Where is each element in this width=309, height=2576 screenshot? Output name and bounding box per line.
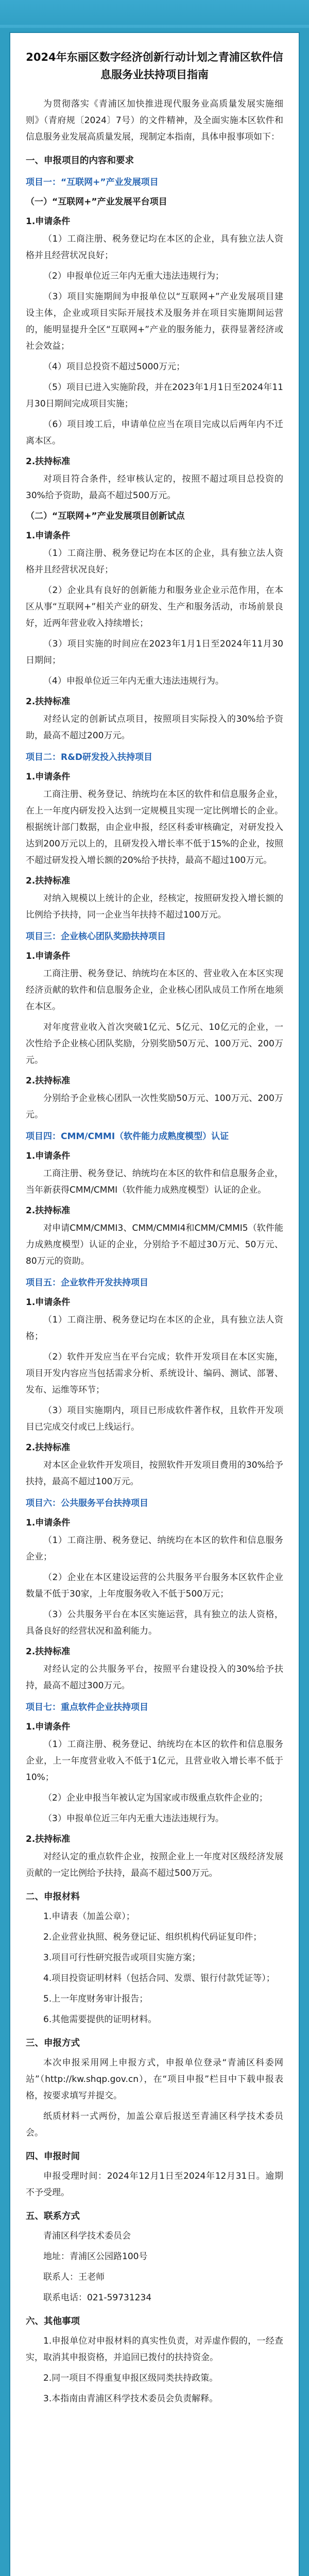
list-item: 对经认定的重点软件企业，按照企业上一年度对区级经济发展贡献的一定比例给予扶持，最高不超过500万元。 (26, 1852, 283, 1878)
list-item: （4）项目总投资不超过5000万元； (43, 362, 185, 372)
list-item: （5）项目已进入实施阶段，并在2023年1月1日至2024年11月30日期间完成项目实施； (26, 382, 283, 409)
list-item: （3）公共服务平台在本区实施运营，具有独立的法人资格，具备良好的经营状况和盈利能力。 (26, 1609, 283, 1636)
list-item: 申报受理时间：2024年12月1日至2024年12月31日。逾期不予受理。 (26, 2171, 283, 2198)
standard-heading: 2.扶持标准 (26, 1076, 71, 1086)
subproject-heading: （一）“互联网+”产业发展平台项目 (26, 197, 167, 207)
conditions-heading: 1.申请条件 (26, 216, 71, 227)
project-heading: 项目五：企业软件开发扶持项目 (26, 1278, 148, 1288)
list-item: 联系电话：021-59731234 (43, 2293, 152, 2303)
list-item: 5.上一年度财务审计报告； (43, 1994, 148, 2004)
list-item: （4）申报单位近三年内无重大违法违规行为。 (43, 676, 224, 686)
list-item: 对申请CMM/CMMI3、CMM/CMMI4和CMM/CMMI5（软件能力成熟度模型）认证的企业，分别给予不超过30万元、50万元、80万元的资助。 (26, 1223, 283, 1266)
standard-heading: 2.扶持标准 (26, 456, 71, 467)
list-item: 对本区企业软件开发项目，按照软件开发项目费用的30%给予扶持，最高不超过100万元。 (26, 1460, 283, 1487)
list-item: 地址：青浦区公园路100号 (43, 2251, 148, 2262)
standard-heading: 2.扶持标准 (26, 1834, 71, 1844)
conditions-heading: 1.申请条件 (26, 772, 71, 782)
list-item: 纸质材料一式两份，加盖公章后报送至青浦区科学技术委员会。 (26, 2111, 283, 2138)
list-item: （6）项目竣工后，申请单位应当在项目完成以后两年内不迁离本区。 (26, 419, 283, 446)
list-item: 工商注册、税务登记、纳统均在本区的、营业收入在本区实现经济贡献的软件和信息服务企业，企业核心团队成员工作所在地须在本区。 (26, 969, 283, 1012)
section-heading: 四、申报时间 (26, 2151, 80, 2162)
conditions-heading: 1.申请条件 (26, 1151, 71, 1161)
project-heading: 项目一：“互联网+”产业发展项目 (26, 177, 159, 188)
list-item: 联系人：王老师 (43, 2272, 105, 2282)
document-title: 2024年东丽区数字经济创新行动计划之青浦区软件信息服务业扶持项目指南 (26, 51, 283, 81)
list-item: （3）申报单位近三年内无重大违法违规行为。 (43, 1814, 224, 1824)
list-item: 对经认定的公共服务平台，按照平台建设投入的30%给予扶持，最高不超过300万元。 (26, 1664, 283, 1691)
list-item: 对经认定的创新试点项目，按照项目实际投入的30%给予资助，最高不超过200万元。 (26, 714, 283, 741)
list-item: 2.同一项目不得重复申报区级同类扶持政策。 (43, 2373, 218, 2383)
section-heading: 五、联系方式 (26, 2211, 80, 2222)
list-item: 工商注册、税务登记、纳统均在本区的软件和信息服务企业，在上一年度内研发投入达到一定规模且实现一定比例增长的企业。根据统计部门数据，由企业申报，经区科委审核确定，对研发投入达到200万元以上的，且研发投入增长率不低于15%的企业，按照不超过研发投入增长额的20%给予扶持，最高不超过100万元。 (26, 789, 283, 866)
list-item: （3）项目实施期间为申报单位以“互联网+”产业发展项目建设主体，企业或项目实际开展技术及服务并在项目实施期间运营的，能明显提升全区“互联网+”产业的服务能力，获得显著经济或社会效益； (26, 292, 283, 351)
document-card (9, 32, 300, 2576)
project-heading: 项目四：CMM/CMMI（软件能力成熟度模型）认证 (26, 1131, 229, 1142)
conditions-heading: 1.申请条件 (26, 531, 71, 541)
project-heading: 项目六：公共服务平台扶持项目 (26, 1498, 148, 1509)
list-item: （1）工商注册、税务登记均在本区的企业，具有独立法人资格并且经营状况良好； (26, 234, 283, 261)
list-item: （1）工商注册、税务登记均在本区的企业，具有独立法人资格并且经营状况良好； (26, 548, 283, 575)
list-item: （2）企业在本区建设运营的公共服务平台服务本区软件企业数量不低于30家，上年度服务收入不低于500万元； (26, 1572, 283, 1599)
section-heading: 六、其他事项 (26, 2316, 80, 2327)
standard-heading: 2.扶持标准 (26, 1443, 71, 1453)
conditions-heading: 1.申请条件 (26, 1518, 71, 1528)
list-item: 2.企业营业执照、税务登记证、组织机构代码证复印件； (43, 1932, 262, 1942)
list-item: 6.其他需要提供的证明材料。 (43, 2014, 157, 2025)
list-item: 对项目符合条件，经审核认定的，按照不超过项目总投资的30%给予资助，最高不超过500万元。 (26, 474, 283, 501)
list-item: （3）项目实施的时间应在2023年1月1日至2024年11月30日期间； (26, 639, 283, 666)
list-item: 本次申报采用网上申报方式，申报单位登录“青浦区科委网站”（http://kw.shqp.gov.cn），在“项目申报”栏目中下载申报表格，按要求填写并提交。 (26, 2058, 283, 2101)
header-stripe (0, 25, 309, 28)
list-item: （1）工商注册、税务登记均在本区的企业，具有独立法人资格； (26, 1315, 283, 1342)
section-heading: 一、申报项目的内容和要求 (26, 156, 134, 166)
list-item: （2）企业具有良好的创新能力和服务业企业示范作用，在本区从事“互联网+”相关产业的研发、生产和服务活动，市场前景良好，近两年营业收入持续增长； (26, 585, 283, 629)
project-heading: 项目二：R&D研发投入扶持项目 (26, 752, 153, 762)
list-item: 分别给予企业核心团队一次性奖励50万元、100万元、200万元。 (26, 1093, 283, 1120)
project-heading: 项目七：重点软件企业扶持项目 (26, 1702, 148, 1713)
intro-paragraph: 为贯彻落实《青浦区加快推进现代服务业高质量发展实施细则》（青府规〔2024〕7号）的文件精神，及全面实施本区软件和信息服务业发展高质量发展，现制定本指南，具体申报事项如下： (26, 99, 283, 142)
list-item: 青浦区科学技术委员会 (43, 2231, 131, 2241)
list-item: （2）软件开发应当在平台完成；软件开发项目在本区实施，项目开发内容应当包括需求分析、系统设计、编码、测试、部署、发布、运维等环节； (26, 1352, 283, 1395)
standard-heading: 2.扶持标准 (26, 1206, 71, 1216)
list-item: 1.申报单位对申报材料的真实性负责，对弄虚作假的，一经查实，取消其申报资格，并追回已拨付的扶持资金。 (26, 2336, 283, 2363)
list-item: 3.本指南由青浦区科学技术委员会负责解释。 (43, 2394, 218, 2404)
standard-heading: 2.扶持标准 (26, 697, 71, 707)
list-item: 对纳入规模以上统计的企业，经核定，按照研发投入增长额的比例给予扶持，同一企业当年扶持不超过100万元。 (26, 893, 283, 920)
conditions-heading: 1.申请条件 (26, 1297, 71, 1308)
standard-heading: 2.扶持标准 (26, 876, 71, 886)
list-item: （2）申报单位近三年内无重大违法违规行为； (43, 271, 224, 281)
list-item: （2）企业申报当年被认定为国家或市级重点软件企业的； (43, 1793, 268, 1803)
section-heading: 二、申报材料 (26, 1892, 80, 1902)
list-item: 1.申请表（加盖公章）； (43, 1911, 135, 1922)
list-item: 对年度营业收入首次突破1亿元、5亿元、10亿元的企业，一次性给予企业核心团队奖励，分别奖励50万元、100万元、200万元。 (26, 1022, 283, 1065)
conditions-heading: 1.申请条件 (26, 1722, 71, 1732)
list-item: （1）工商注册、税务登记、纳统均在本区的软件和信息服务企业； (26, 1535, 283, 1562)
list-item: （3）项目实施期内，项目已形成软件著作权，且软件开发项目已完成交付或已上线运行。 (26, 1405, 283, 1432)
section-heading: 三、申报方式 (26, 2038, 80, 2048)
conditions-heading: 1.申请条件 (26, 951, 71, 961)
list-item: 3.项目可行性研究报告或项目实施方案； (43, 1953, 201, 1963)
subproject-heading: （二）“互联网+”产业发展项目创新试点 (26, 511, 185, 521)
list-item: 4.项目投资证明材料（包括合同、发票、银行付款凭证等）； (43, 1973, 275, 1984)
project-heading: 项目三：企业核心团队奖励扶持项目 (26, 931, 166, 942)
list-item: （1）工商注册、税务登记、纳统均在本区的软件和信息服务企业，上一年度营业收入不低于1亿元，且营业收入增长率不低于10%； (26, 1739, 283, 1783)
standard-heading: 2.扶持标准 (26, 1647, 71, 1657)
list-item: 工商注册、税务登记、纳统均在本区的软件和信息服务企业，当年新获得CMM/CMMI（软件能力成熟度模型）认证的企业。 (26, 1168, 283, 1195)
